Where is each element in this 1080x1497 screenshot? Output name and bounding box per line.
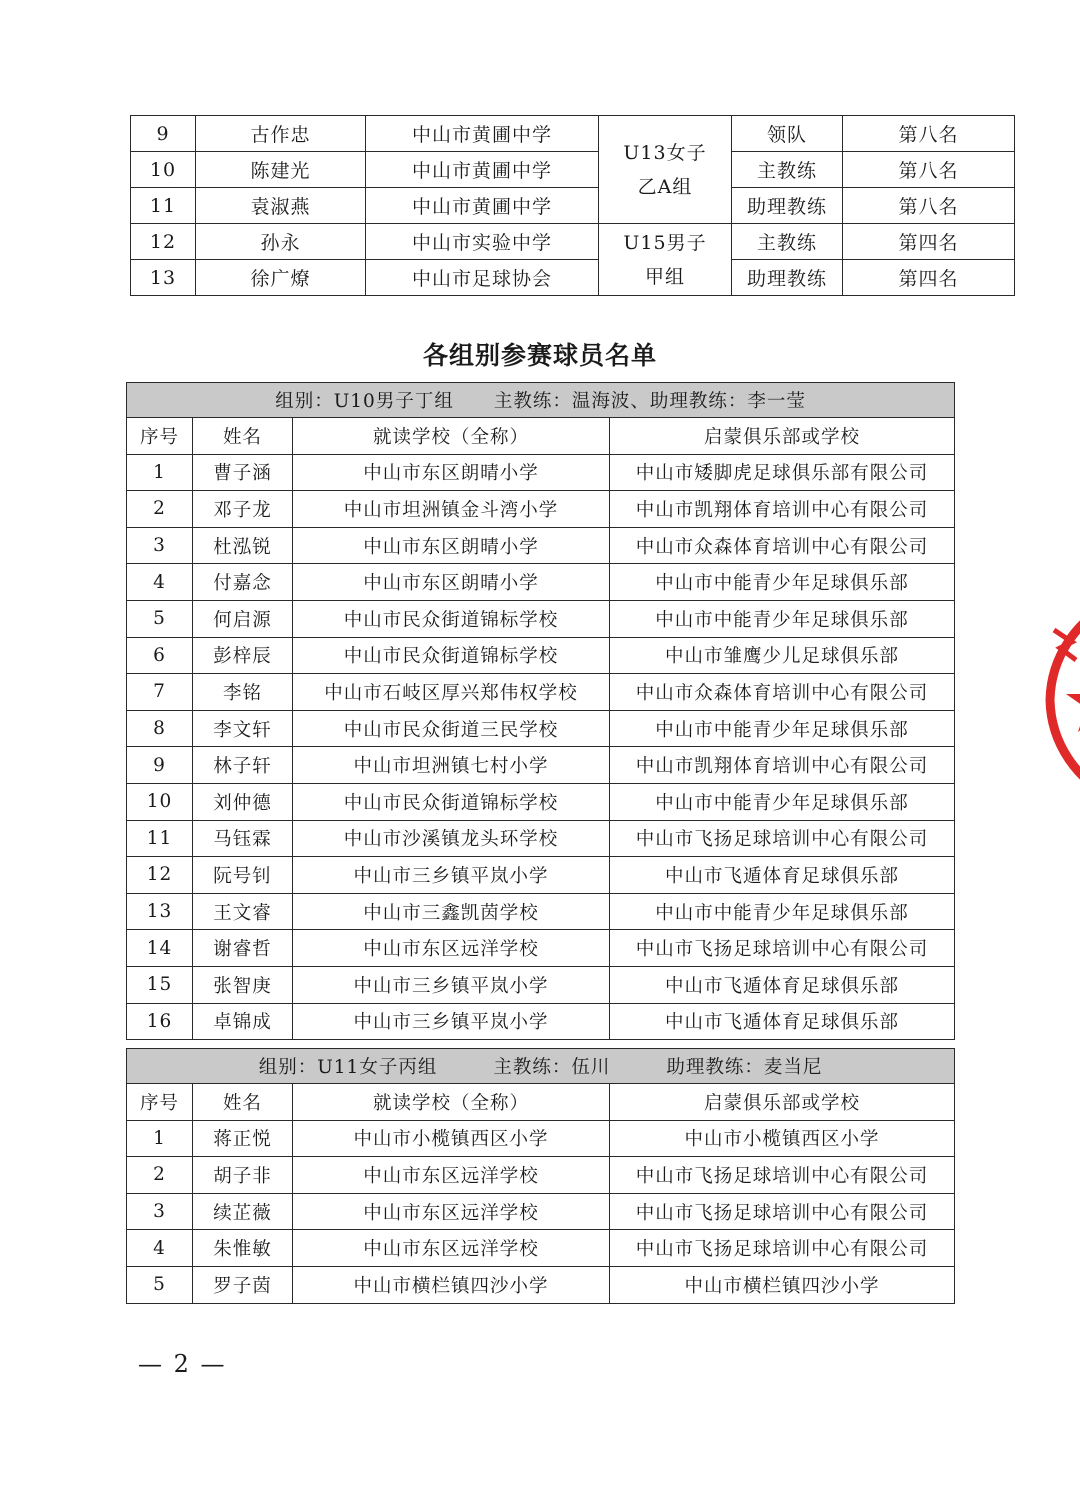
club-name: 中山市众森体育培训中心有限公司 <box>610 527 955 564</box>
row-number: 10 <box>127 783 193 820</box>
club-name: 中山市飞遁体育足球俱乐部 <box>610 966 955 1003</box>
school-name: 中山市民众街道三民学校 <box>293 710 610 747</box>
roster-table-u10 <box>126 382 955 1040</box>
club-name: 中山市飞遁体育足球俱乐部 <box>610 1003 955 1040</box>
table-row <box>127 893 955 930</box>
row-number: 16 <box>127 1003 193 1040</box>
table-row <box>131 116 1015 152</box>
header-name: 姓名 <box>193 1084 293 1121</box>
player-name: 邓子龙 <box>193 491 293 528</box>
row-number: 9 <box>131 116 196 152</box>
rank: 第四名 <box>843 224 1015 260</box>
club-name: 中山市凯翔体育培训中心有限公司 <box>610 491 955 528</box>
role: 助理教练 <box>732 188 843 224</box>
player-name: 朱惟敏 <box>193 1230 293 1267</box>
school-name: 中山市东区朗晴小学 <box>293 564 610 601</box>
player-name: 李文轩 <box>193 710 293 747</box>
table-row <box>127 1266 955 1303</box>
header-no: 序号 <box>127 418 193 455</box>
header-no: 序号 <box>127 1084 193 1121</box>
player-name: 曹子涵 <box>193 454 293 491</box>
rank: 第八名 <box>843 188 1015 224</box>
table-row <box>127 1157 955 1194</box>
unit-name: 中山市实验中学 <box>366 224 599 260</box>
table-row <box>127 527 955 564</box>
club-name: 中山市雏鹰少儿足球俱乐部 <box>610 637 955 674</box>
row-number: 2 <box>127 491 193 528</box>
club-name: 中山市飞扬足球培训中心有限公司 <box>610 1157 955 1194</box>
row-number: 15 <box>127 966 193 1003</box>
club-name: 中山市飞扬足球培训中心有限公司 <box>610 820 955 857</box>
player-name: 续芷薇 <box>193 1193 293 1230</box>
school-name: 中山市横栏镇四沙小学 <box>293 1266 610 1303</box>
head-coach-label: 主教练：伍川 <box>493 1057 611 1078</box>
school-name: 中山市三乡镇平岚小学 <box>293 857 610 894</box>
table-row <box>127 600 955 637</box>
header-row <box>127 418 955 455</box>
row-number: 4 <box>127 564 193 601</box>
unit-name: 中山市黄圃中学 <box>366 116 599 152</box>
player-name: 杜泓锐 <box>193 527 293 564</box>
person-name: 徐广燎 <box>196 260 366 296</box>
club-name: 中山市中能青少年足球俱乐部 <box>610 600 955 637</box>
table-row <box>127 1193 955 1230</box>
table-row <box>127 564 955 601</box>
row-number: 9 <box>127 747 193 784</box>
rank: 第八名 <box>843 152 1015 188</box>
row-number: 14 <box>127 930 193 967</box>
club-name: 中山市飞扬足球培训中心有限公司 <box>610 1230 955 1267</box>
role: 助理教练 <box>732 260 843 296</box>
group-banner <box>127 1049 955 1084</box>
school-name: 中山市坦洲镇金斗湾小学 <box>293 491 610 528</box>
table-row <box>127 930 955 967</box>
club-name: 中山市众森体育培训中心有限公司 <box>610 674 955 711</box>
school-name: 中山市小榄镇西区小学 <box>293 1120 610 1157</box>
school-name: 中山市民众街道锦标学校 <box>293 783 610 820</box>
club-name: 中山市小榄镇西区小学 <box>610 1120 955 1157</box>
table-row <box>131 188 1015 224</box>
table-row <box>127 710 955 747</box>
group-line: 乙A组 <box>637 175 693 198</box>
assistant-coach-label: 助理教练：麦当尼 <box>666 1057 823 1078</box>
school-name: 中山市民众街道锦标学校 <box>293 637 610 674</box>
player-name: 阮号钊 <box>193 857 293 894</box>
group-line: U13女子 <box>623 141 707 164</box>
table-row <box>127 491 955 528</box>
club-name: 中山市凯翔体育培训中心有限公司 <box>610 747 955 784</box>
row-number: 1 <box>127 454 193 491</box>
table-row <box>127 747 955 784</box>
header-name: 姓名 <box>193 418 293 455</box>
player-name: 王文睿 <box>193 893 293 930</box>
rank: 第四名 <box>843 260 1015 296</box>
group-banner <box>127 383 955 418</box>
header-school: 就读学校（全称） <box>293 418 610 455</box>
table-row <box>127 1003 955 1040</box>
club-name: 中山市中能青少年足球俱乐部 <box>610 710 955 747</box>
school-name: 中山市东区远洋学校 <box>293 1193 610 1230</box>
row-number: 11 <box>127 820 193 857</box>
rank: 第八名 <box>843 116 1015 152</box>
table-row <box>127 783 955 820</box>
table-row <box>127 1120 955 1157</box>
player-name: 何启源 <box>193 600 293 637</box>
person-name: 古作忠 <box>196 116 366 152</box>
school-name: 中山市东区远洋学校 <box>293 1157 610 1194</box>
group-line: 甲组 <box>644 265 685 288</box>
table-row <box>131 260 1015 296</box>
coaches-label: 主教练：温海波、助理教练：李一莹 <box>493 391 806 412</box>
person-name: 孙永 <box>196 224 366 260</box>
row-number: 1 <box>127 1120 193 1157</box>
row-number: 6 <box>127 637 193 674</box>
club-name: 中山市横栏镇四沙小学 <box>610 1266 955 1303</box>
school-name: 中山市石岐区厚兴郑伟权学校 <box>293 674 610 711</box>
coach-table <box>130 115 1015 296</box>
row-number: 11 <box>131 188 196 224</box>
club-name: 中山市中能青少年足球俱乐部 <box>610 893 955 930</box>
school-name: 中山市东区远洋学校 <box>293 1230 610 1267</box>
club-name: 中山市中能青少年足球俱乐部 <box>610 783 955 820</box>
player-name: 彭梓辰 <box>193 637 293 674</box>
page-number: — 2 — <box>138 1350 227 1378</box>
player-name: 林子轩 <box>193 747 293 784</box>
group-label: 组别：U11女子丙组 <box>258 1057 438 1078</box>
row-number: 12 <box>127 857 193 894</box>
player-name: 卓锦成 <box>193 1003 293 1040</box>
row-number: 5 <box>127 1266 193 1303</box>
header-club: 启蒙俱乐部或学校 <box>610 418 955 455</box>
row-number: 8 <box>127 710 193 747</box>
group-cell <box>599 116 732 224</box>
player-name: 马钰霖 <box>193 820 293 857</box>
school-name: 中山市坦洲镇七村小学 <box>293 747 610 784</box>
school-name: 中山市三鑫凯茵学校 <box>293 893 610 930</box>
header-school: 就读学校（全称） <box>293 1084 610 1121</box>
club-name: 中山市中能青少年足球俱乐部 <box>610 564 955 601</box>
unit-name: 中山市黄圃中学 <box>366 188 599 224</box>
table-row <box>127 1230 955 1267</box>
table-row <box>131 224 1015 260</box>
player-name: 胡子非 <box>193 1157 293 1194</box>
school-name: 中山市民众街道锦标学校 <box>293 600 610 637</box>
table-row <box>131 152 1015 188</box>
person-name: 陈建光 <box>196 152 366 188</box>
club-name: 中山市飞扬足球培训中心有限公司 <box>610 1193 955 1230</box>
table-row <box>127 966 955 1003</box>
role: 主教练 <box>732 224 843 260</box>
role: 领队 <box>732 116 843 152</box>
player-name: 谢睿哲 <box>193 930 293 967</box>
school-name: 中山市三乡镇平岚小学 <box>293 966 610 1003</box>
club-name: 中山市矮脚虎足球俱乐部有限公司 <box>610 454 955 491</box>
row-number: 10 <box>131 152 196 188</box>
table-row <box>127 674 955 711</box>
unit-name: 中山市足球协会 <box>366 260 599 296</box>
row-number: 2 <box>127 1157 193 1194</box>
row-number: 4 <box>127 1230 193 1267</box>
row-number: 3 <box>127 527 193 564</box>
section-title: 各组别参赛球员名单 <box>422 341 657 370</box>
person-name: 袁淑燕 <box>196 188 366 224</box>
table-row <box>127 637 955 674</box>
red-seal-icon <box>1040 590 1080 810</box>
player-name: 付嘉念 <box>193 564 293 601</box>
school-name: 中山市沙溪镇龙头环学校 <box>293 820 610 857</box>
player-name: 张智庚 <box>193 966 293 1003</box>
role: 主教练 <box>732 152 843 188</box>
table-row <box>127 454 955 491</box>
table-row <box>127 857 955 894</box>
roster-table-u11 <box>126 1048 955 1304</box>
table-row <box>127 820 955 857</box>
player-name: 罗子茵 <box>193 1266 293 1303</box>
player-name: 刘仲德 <box>193 783 293 820</box>
header-row <box>127 1084 955 1121</box>
club-name: 中山市飞扬足球培训中心有限公司 <box>610 930 955 967</box>
group-cell <box>599 224 732 296</box>
row-number: 13 <box>131 260 196 296</box>
school-name: 中山市东区远洋学校 <box>293 930 610 967</box>
player-name: 李铭 <box>193 674 293 711</box>
school-name: 中山市东区朗晴小学 <box>293 527 610 564</box>
player-name: 蒋正悦 <box>193 1120 293 1157</box>
group-line: U15男子 <box>623 231 707 254</box>
row-number: 7 <box>127 674 193 711</box>
row-number: 3 <box>127 1193 193 1230</box>
club-name: 中山市飞遁体育足球俱乐部 <box>610 857 955 894</box>
unit-name: 中山市黄圃中学 <box>366 152 599 188</box>
school-name: 中山市东区朗晴小学 <box>293 454 610 491</box>
row-number: 12 <box>131 224 196 260</box>
row-number: 13 <box>127 893 193 930</box>
group-label: 组别：U10男子丁组 <box>275 391 454 412</box>
school-name: 中山市三乡镇平岚小学 <box>293 1003 610 1040</box>
header-club: 启蒙俱乐部或学校 <box>610 1084 955 1121</box>
row-number: 5 <box>127 600 193 637</box>
